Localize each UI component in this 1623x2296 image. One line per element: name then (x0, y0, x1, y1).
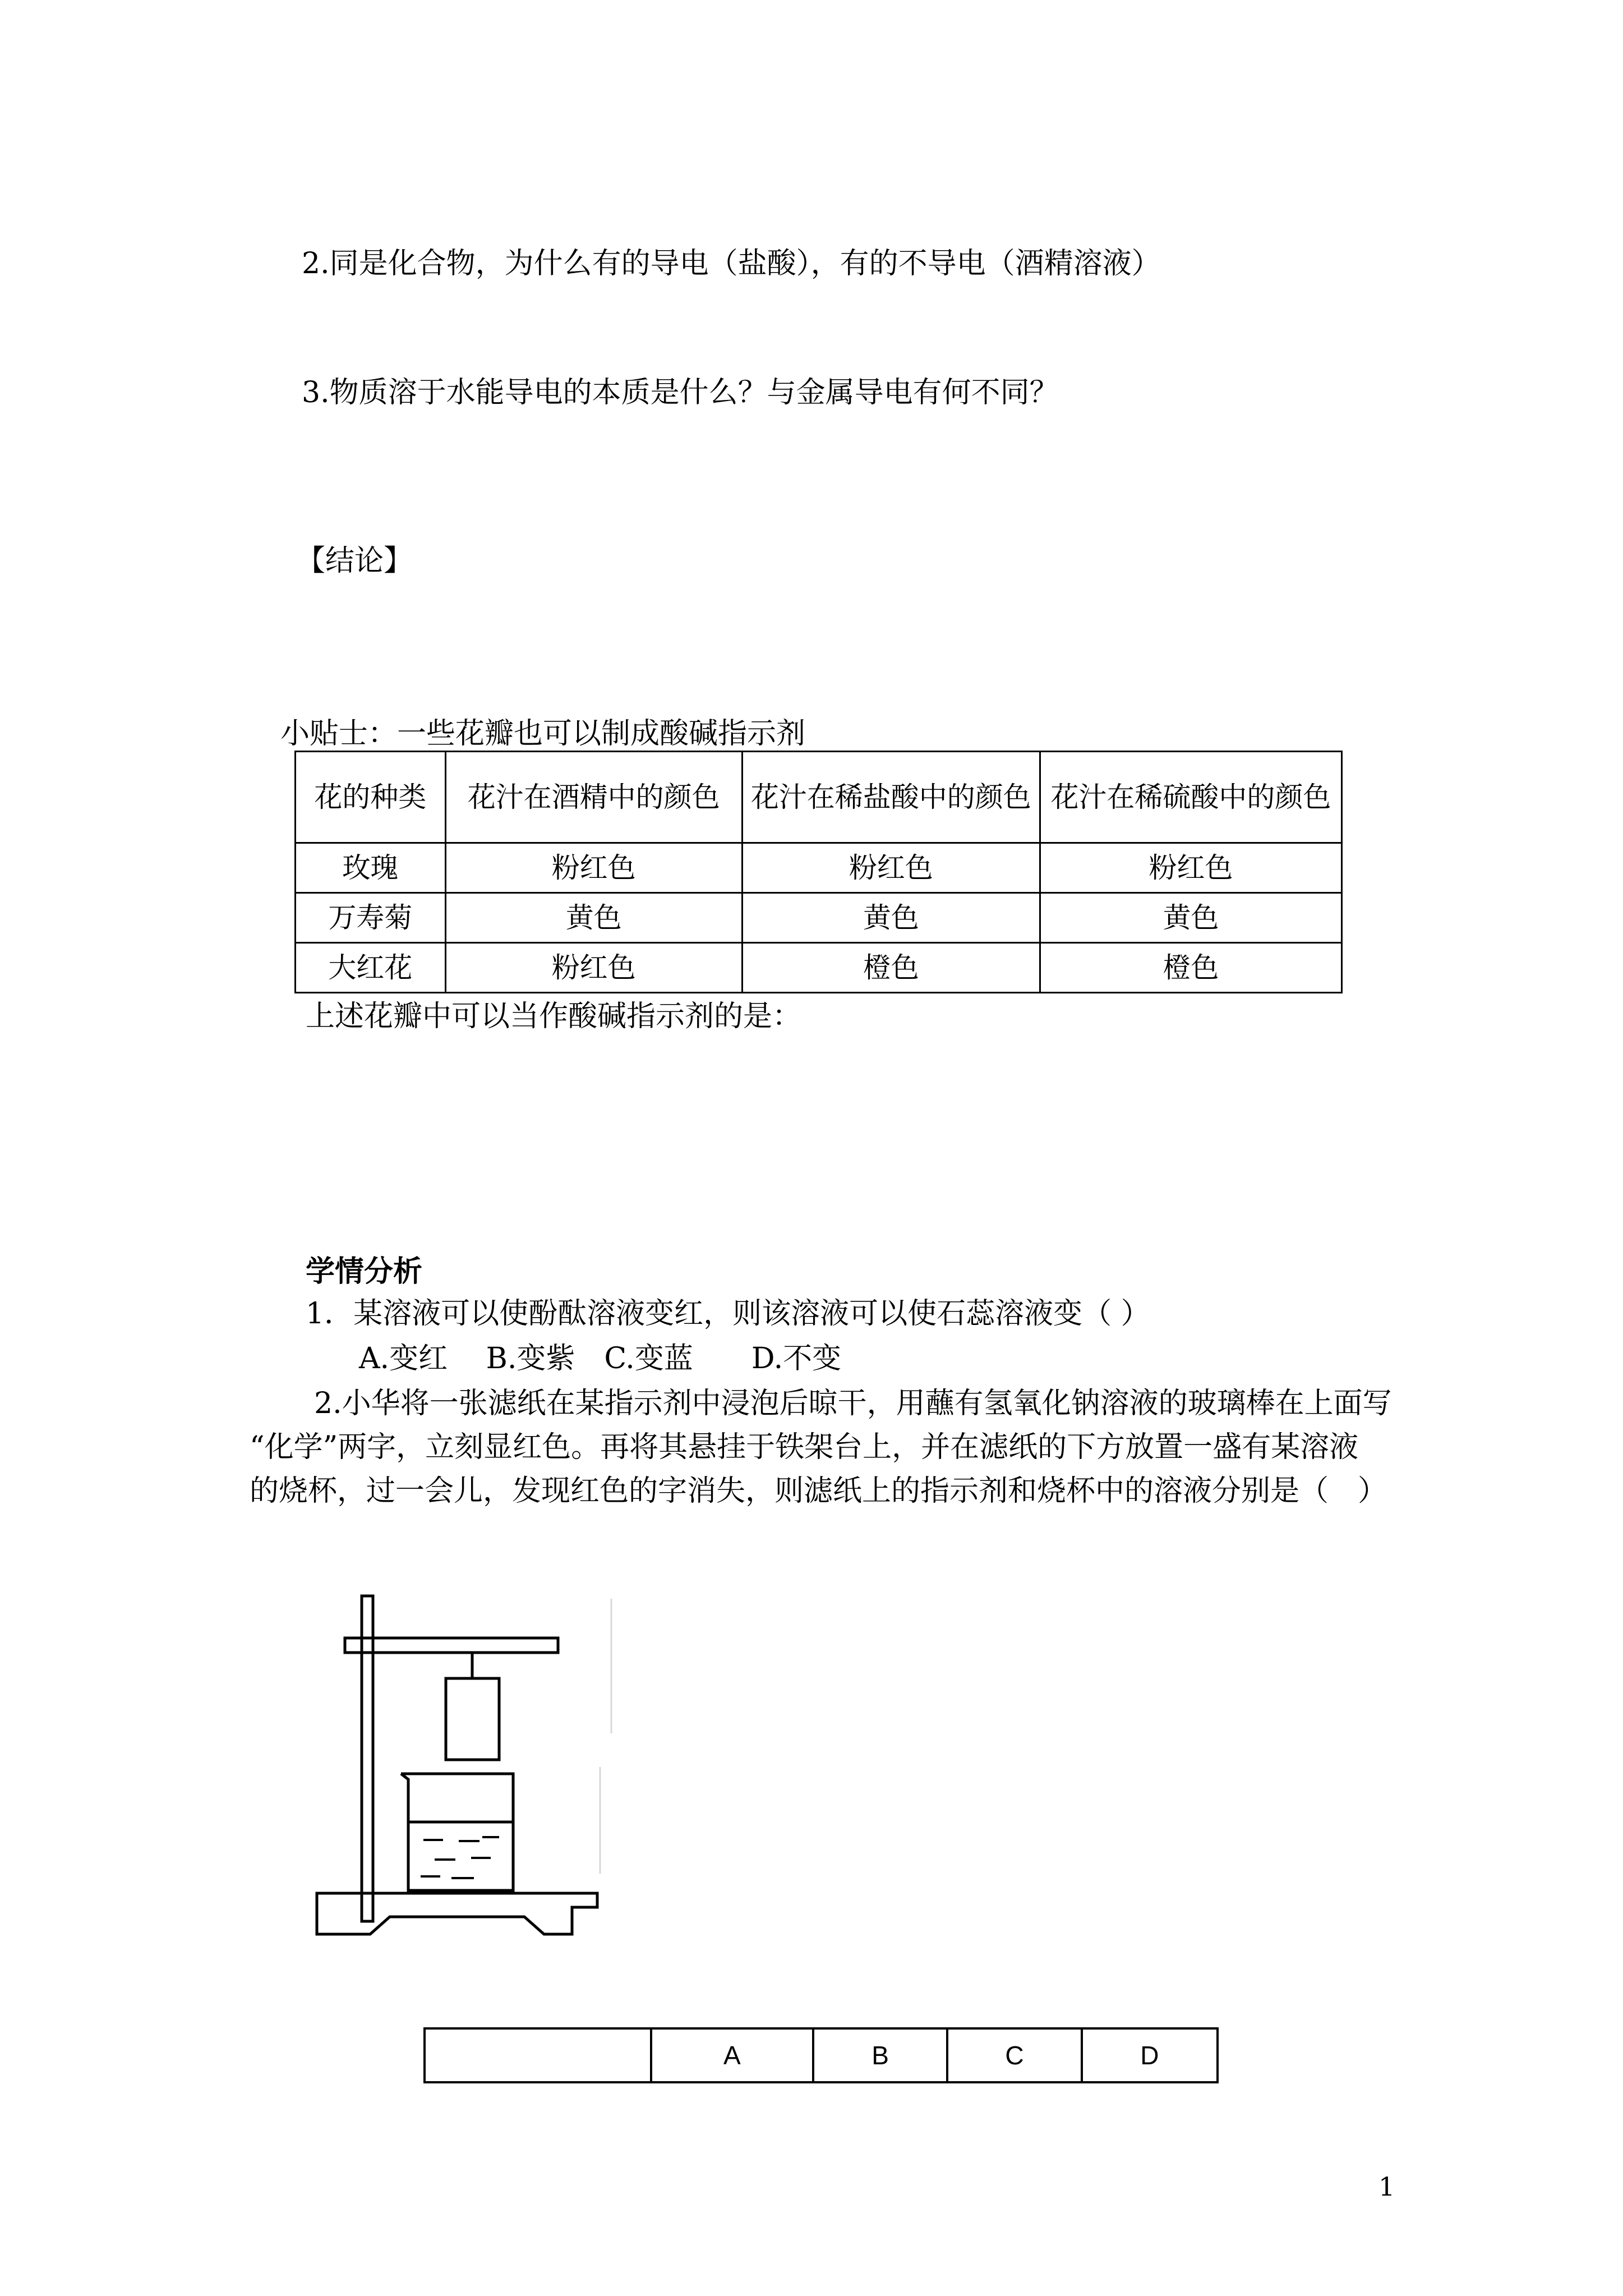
answer-cell-d: D (1082, 2028, 1218, 2082)
answer-cell-b: B (813, 2028, 947, 2082)
analysis-question-2-line-2: “化学”两字，立刻显红色。再将其悬挂于铁架台上，并在滤纸的下方放置一盛有某溶液 (250, 1430, 1359, 1464)
table-header-row (296, 752, 1342, 843)
header-cell-flower-type: 花的种类 (296, 752, 446, 843)
analysis-question-2-line-1: 2.小华将一张滤纸在某指示剂中浸泡后晾干，用蘸有氢氧化钠溶液的玻璃棒在上面写 (314, 1387, 1392, 1420)
answer-cell-a: A (651, 2028, 813, 2082)
table-cell: 橙色 (742, 943, 1040, 993)
table-row (296, 943, 1342, 993)
table-cell: 万寿菊 (296, 893, 446, 943)
header-cell-sulfuric-acid: 花汁在稀硫酸中的颜色 (1040, 752, 1341, 843)
table-cell: 粉红色 (445, 943, 742, 993)
page-number: 1 (1378, 2171, 1395, 2202)
table-cell: 大红花 (296, 943, 446, 993)
header-cell-hydrochloric-acid: 花汁在稀盐酸中的颜色 (742, 752, 1040, 843)
tip-question: 上述花瓣中可以当作酸碱指示剂的是： (306, 1000, 802, 1033)
table-cell: 黄色 (445, 893, 742, 943)
table-cell: 粉红色 (445, 843, 742, 893)
table-cell: 黄色 (1040, 893, 1341, 943)
answer-label-cell (425, 2028, 651, 2082)
question-3: 3.物质溶于水能导电的本质是什么？与金属导电有何不同？ (302, 376, 1059, 409)
question-2: 2.同是化合物，为什么有的导电（盐酸），有的不导电（酒精溶液） (302, 247, 1161, 280)
analysis-heading: 学情分析 (306, 1254, 423, 1289)
petal-indicator-table (294, 751, 1343, 993)
stand-base (317, 1893, 597, 1934)
filter-paper (446, 1678, 499, 1760)
table-cell: 玫瑰 (296, 843, 446, 893)
conclusion-heading: 【结论】 (296, 544, 413, 578)
table-row (425, 2028, 1218, 2082)
answer-cell-c: C (947, 2028, 1081, 2082)
header-cell-alcohol: 花汁在酒精中的颜色 (445, 752, 742, 843)
table-row (296, 843, 1342, 893)
analysis-question-2-line-3: 的烧杯，过一会儿，发现红色的字消失，则滤纸上的指示剂和烧杯中的溶液分别是（ ） (250, 1474, 1387, 1508)
stand-rod (362, 1596, 373, 1921)
table-cell: 粉红色 (742, 843, 1040, 893)
table-row (296, 893, 1342, 943)
table-cell: 黄色 (742, 893, 1040, 943)
clamp-arm (345, 1638, 558, 1653)
iron-stand-apparatus-figure (308, 1582, 623, 1952)
table-cell: 粉红色 (1040, 843, 1341, 893)
answer-table (423, 2027, 1219, 2083)
analysis-question-1-options: A.变红 B.变紫 C.变蓝 D.不变 (359, 1342, 842, 1375)
beaker (401, 1774, 513, 1890)
table-cell: 橙色 (1040, 943, 1341, 993)
tip-title: 小贴士：一些花瓣也可以制成酸碱指示剂 (280, 717, 806, 751)
analysis-question-1: 1．某溶液可以使酚酞溶液变红，则该溶液可以使石蕊溶液变（ ） (306, 1297, 1150, 1331)
